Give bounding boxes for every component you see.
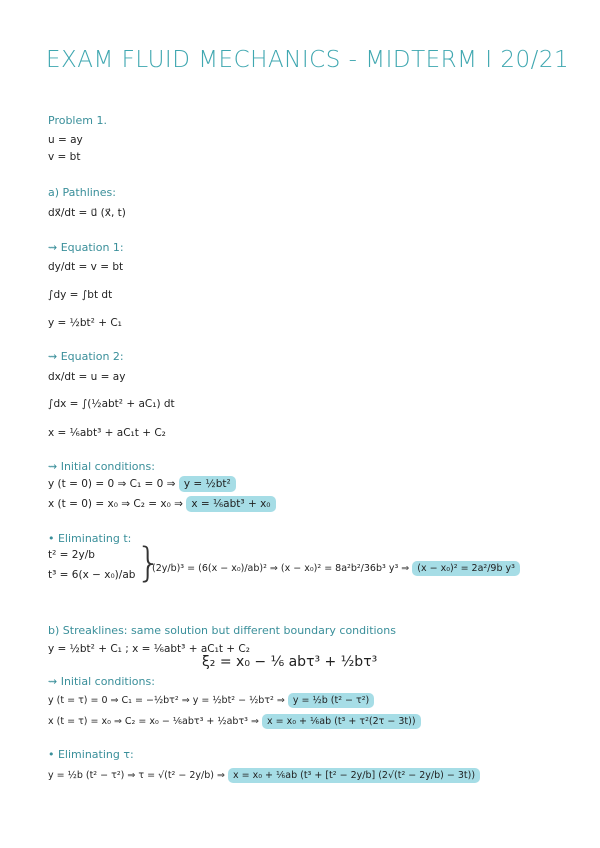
pathlines-heading: a) Pathlines:	[48, 186, 116, 199]
handwritten-note: ξ₂ = x₀ − ⅙ abτ³ + ½bτ³	[202, 654, 378, 670]
elimination-line	[152, 563, 520, 575]
pathline-equation: dx⃗/dt = u⃗ (x⃗, t)	[48, 207, 126, 219]
u-equation: u = ay	[48, 134, 83, 146]
equation1-heading: ⇝ Equation 1:	[48, 241, 124, 254]
highlight-streak-result: x = x₀ + ⅙ab (t³ + [t² − 2y/b] (2√(t² − 2y/b) − 3t))	[228, 768, 480, 783]
highlight-result-x: x = ⅙abt³ + x₀	[186, 496, 275, 512]
highlight-elimination-result: (x − x₀)² = 2a²/9b y³	[412, 561, 520, 576]
page-title: EXAM FLUID MECHANICS - MIDTERM I 20/21	[46, 47, 570, 73]
elimination-text: (2y/b)³ = (6(x − x₀)/ab)² ⇒ (x − x₀)² = 8a²b²/36b³ y³ ⇒	[152, 563, 410, 574]
equation2-line3: x = ⅙abt³ + aC₁t + C₂	[48, 427, 166, 439]
streak-initial-heading: ⇝ Initial conditions:	[48, 675, 155, 688]
equation1-line2: ∫dy = ∫bt dt	[48, 289, 113, 301]
streaklines-heading: b) Streaklines: same solution but different boundary conditions	[48, 624, 396, 637]
streakline-general: y = ½bt² + C₁ ; x = ⅙abt³ + aC₁t + C₂	[48, 643, 250, 655]
streak-condition-1	[48, 695, 374, 707]
highlight-streak-x: x = x₀ + ⅙ab (t³ + τ²(2τ − 3t))	[262, 714, 421, 729]
streak-condition-1-text: y (t = τ) = 0 ⇒ C₁ = −½bτ² ⇒ y = ½bt² − ½bτ² ⇒	[48, 695, 285, 706]
highlight-streak-y: y = ½b (t² − τ²)	[288, 693, 374, 708]
highlight-result-y: y = ½bt²	[179, 476, 236, 492]
streak-elimination-text: y = ½b (t² − τ²) ⇒ τ = √(t² − 2y/b) ⇒	[48, 770, 225, 781]
eliminating-tau-heading: • Eliminating τ:	[48, 748, 134, 761]
initial-condition-1-text: y (t = 0) = 0 ⇒ C₁ = 0 ⇒	[48, 478, 176, 490]
streak-condition-2	[48, 716, 421, 728]
streak-condition-2-text: x (t = τ) = x₀ ⇒ C₂ = x₀ − ⅙abτ³ + ½abτ³ ⇒	[48, 716, 259, 727]
equation2-heading: ⇝ Equation 2:	[48, 350, 124, 363]
equation2-line1: dx/dt = u = ay	[48, 371, 126, 383]
streak-elimination-line	[48, 770, 480, 782]
system-line2: t³ = 6(x − x₀)/ab	[48, 569, 136, 581]
equation2-line2: ∫dx = ∫(½abt² + aC₁) dt	[48, 398, 175, 410]
system-line1: t² = 2y/b	[48, 549, 95, 561]
initial-condition-1	[48, 478, 236, 490]
initial-condition-2-text: x (t = 0) = x₀ ⇒ C₂ = x₀ ⇒	[48, 498, 183, 510]
system-brace: }	[136, 540, 162, 586]
equation1-line1: dy/dt = v = bt	[48, 261, 124, 273]
eliminating-t-heading: • Eliminating t:	[48, 532, 132, 545]
initial-condition-2	[48, 498, 276, 510]
problem-heading: Problem 1.	[48, 114, 107, 127]
initial-conditions-heading: ⇝ Initial conditions:	[48, 460, 155, 473]
v-equation: v = bt	[48, 151, 81, 163]
equation1-line3: y = ½bt² + C₁	[48, 317, 122, 329]
